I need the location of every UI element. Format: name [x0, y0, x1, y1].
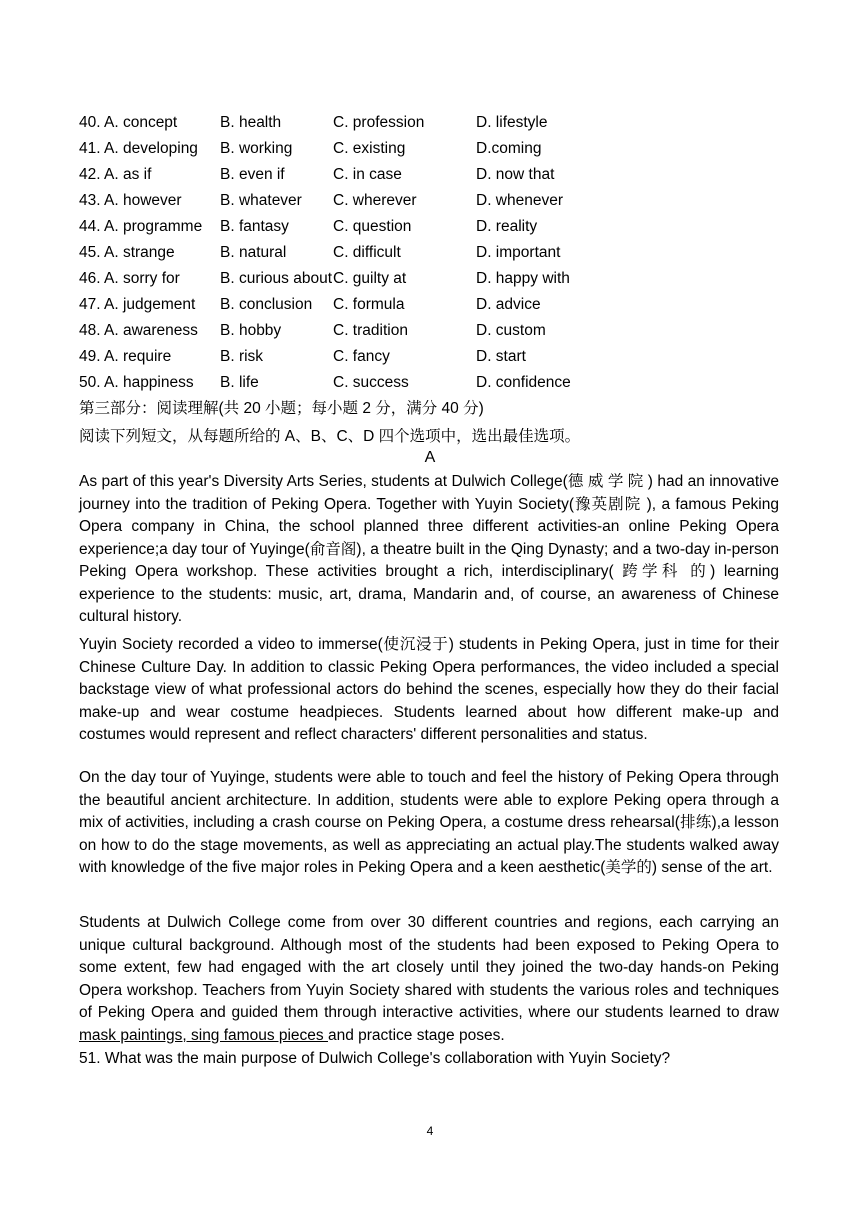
option-d: D. advice: [476, 296, 541, 313]
option-b: B. hobby: [220, 322, 282, 339]
underlined-phrase: mask paintings, sing famous pieces: [79, 1026, 328, 1044]
option-c: C. fancy: [333, 348, 390, 365]
option-b: B. curious about: [220, 270, 333, 287]
option-row: [79, 266, 779, 292]
option-c: C. tradition: [333, 322, 408, 339]
option-d: D.coming: [476, 140, 542, 157]
option-d: D. reality: [476, 218, 538, 235]
option-a: 43. A. however: [79, 192, 182, 209]
option-a: 44. A. programme: [79, 218, 203, 235]
option-b: B. fantasy: [220, 218, 289, 235]
section-instruction: 阅读下列短文，从每题所给的 A、B、C、D 四个选项中，选出最佳选项。: [79, 428, 581, 445]
option-d: D. start: [476, 348, 526, 365]
passage-paragraph-4: [79, 912, 779, 1047]
option-a: 46. A. sorry for: [79, 270, 180, 287]
cloze-options: [79, 110, 779, 396]
option-c: C. guilty at: [333, 270, 407, 287]
option-a: 47. A. judgement: [79, 296, 196, 313]
option-c: C. wherever: [333, 192, 417, 209]
option-d: D. happy with: [476, 270, 570, 287]
option-c: C. difficult: [333, 244, 401, 261]
option-row: [79, 292, 779, 318]
option-c: C. question: [333, 218, 412, 235]
option-d: D. now that: [476, 166, 555, 183]
option-row: [79, 188, 779, 214]
option-d: D. whenever: [476, 192, 564, 209]
section-heading: 第三部分：阅读理解(共 20 小题；每小题 2 分，满分 40 分): [79, 400, 484, 417]
option-c: C. in case: [333, 166, 402, 183]
option-d: D. lifestyle: [476, 114, 548, 131]
option-d: D. confidence: [476, 374, 571, 391]
option-b: B. risk: [220, 348, 264, 365]
option-a: 48. A. awareness: [79, 322, 198, 339]
option-a: 42. A. as if: [79, 166, 152, 183]
page-number: 4: [426, 1124, 434, 1138]
option-b: B. health: [220, 114, 282, 131]
option-row: [79, 344, 779, 370]
option-c: C. profession: [333, 114, 425, 131]
option-row: [79, 318, 779, 344]
paragraph-4-text: Students at Dulwich College come from over 30 different countries and regions, each carrying an unique cultural background. Although most of the students had been exposed to Peking Opera to some extent, few had engaged with the art closely until they joined the two-day hands-on Peking Opera workshop. Teachers from Yuyin Society shared with students the various roles and techniques of Peking Opera and guided them through interactive activities, where our students learned to draw: [79, 914, 779, 1021]
option-b: B. conclusion: [220, 296, 313, 313]
option-a: 50. A. happiness: [79, 374, 194, 391]
option-b: B. even if: [220, 166, 285, 183]
option-a: 49. A. require: [79, 348, 172, 365]
option-a: 40. A. concept: [79, 114, 178, 131]
question-51: 51. What was the main purpose of Dulwich College's collaboration with Yuyin Society?: [79, 1050, 671, 1067]
passage-paragraph-3: On the day tour of Yuyinge, students were able to touch and feel the history of Peking Opera through the beautiful ancient architecture. In addition, students were able to explore Peking opera through a mix of activities, including a crash course on Peking Opera, a costume dress rehearsal(排练),a lesson on how to do the stage movements, as well as appreciating an actual play.The students walked away with knowledge of the five major roles in Peking Opera and a keen aesthetic(美学的) sense of the art.: [79, 769, 779, 876]
passage-paragraph-2: Yuyin Society recorded a video to immerse(使沉浸于) students in Peking Opera, just in time for their Chinese Culture Day. In addition to classic Peking Opera performances, the video included a special backstage view of what professional actors do behind the scenes, especially how they do their facial make-up and wear costume headpieces. Students learned about how different make-up and costumes would represent and reflect characters' different personalities and status.: [79, 636, 779, 743]
paragraph-4-end: and practice stage poses.: [327, 1026, 505, 1044]
option-b: B. life: [220, 374, 259, 391]
option-row: [79, 136, 779, 162]
option-d: D. important: [476, 244, 561, 261]
option-row: [79, 162, 779, 188]
option-row: [79, 370, 779, 396]
option-a: 41. A. developing: [79, 140, 198, 157]
option-c: C. formula: [333, 296, 405, 313]
option-row: [79, 110, 779, 136]
option-b: B. working: [220, 140, 293, 157]
option-b: B. whatever: [220, 192, 302, 209]
option-a: 45. A. strange: [79, 244, 175, 261]
option-c: C. existing: [333, 140, 406, 157]
option-row: [79, 240, 779, 266]
option-c: C. success: [333, 374, 409, 391]
passage-paragraph-1: As part of this year's Diversity Arts Series, students at Dulwich College(德 威 学 院 ) had an innovative journey into the tradition of Peking Opera. Together with Yuyin Society(豫英剧院 ), a famous Peking Opera company in China, the school planned three different activities-an online Peking Opera experience;a day tour of Yuyinge(俞音阁), a theatre built in the Qing Dynasty; and a two-day in-person Peking Opera workshop. These activities brought a rich, interdisciplinary( 跨学科 的) learning experience to the students: music, art, drama, Mandarin and, of course, an awareness of Chinese cultural history.: [79, 473, 779, 625]
option-b: B. natural: [220, 244, 287, 261]
option-row: [79, 214, 779, 240]
option-d: D. custom: [476, 322, 546, 339]
passage-label: A: [424, 449, 436, 466]
